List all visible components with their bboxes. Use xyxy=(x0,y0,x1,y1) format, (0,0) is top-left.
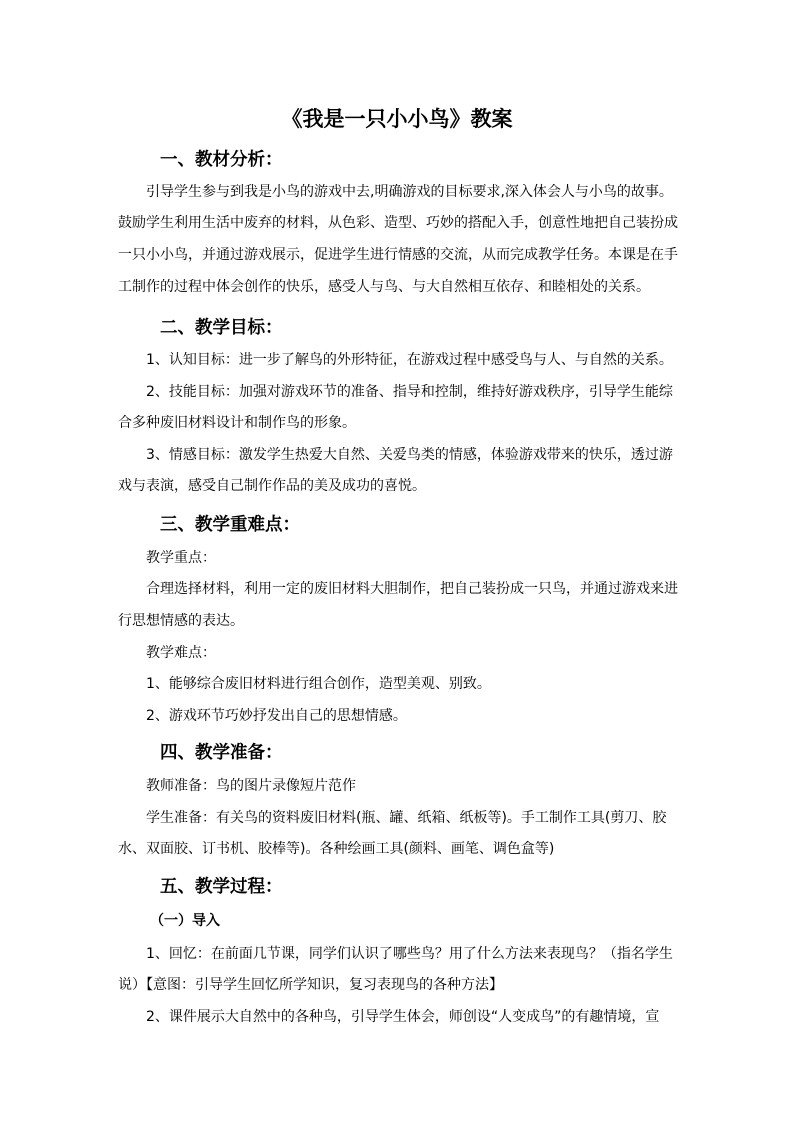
paragraph-line: 教学重点： xyxy=(146,550,216,566)
paragraph-line: 教师准备：鸟的图片录像短片范作 xyxy=(146,778,356,794)
paragraph-line: 合理选择材料，利用一定的废旧材料大胆制作，把自己装扮成一只鸟，并通过游戏来进 xyxy=(146,581,678,597)
paragraph-line: 行思想情感的表达。 xyxy=(118,613,244,629)
paragraph-line: 2、课件展示大自然中的各种鸟，引导学生体会，师创设“人变成鸟”的有趣情境，宣 xyxy=(146,1009,660,1025)
section-heading-process: 五、教学过程： xyxy=(160,877,283,897)
paragraph-line: 戏与表演，感受自己制作作品的美及成功的喜悦。 xyxy=(118,478,426,494)
section-heading-analysis: 一、教材分析： xyxy=(160,150,283,170)
paragraph-line: 1、回忆：在前面几节课，同学们认识了哪些鸟？用了什么方法来表现鸟？（指名学生 xyxy=(146,946,673,962)
subsection-heading-intro: （一）导入 xyxy=(150,913,220,929)
paragraph-line: 引导学生参与到我是小鸟的游戏中去,明确游戏的目标要求,深入体会人与小鸟的故事。 xyxy=(146,184,673,200)
paragraph-line: 工制作的过程中体会创作的快乐，感受人与鸟、与大自然相互依存、和睦相处的关系。 xyxy=(118,279,650,295)
paragraph-line: 合多种废旧材料设计和制作鸟的形象。 xyxy=(118,415,356,431)
paragraph-line: 教学难点： xyxy=(146,645,216,661)
section-heading-objectives: 二、教学目标： xyxy=(160,318,283,338)
paragraph-line: 3、情感目标：激发学生热爱大自然、关爱鸟类的情感，体验游戏带来的快乐，透过游 xyxy=(146,447,673,463)
paragraph-line: 学生准备：有关鸟的资料废旧材料(瓶、罐、纸箱、纸板等)。手工制作工具(剪刀、胶 xyxy=(146,810,667,826)
paragraph-line: 2、游戏环节巧妙抒发出自己的思想情感。 xyxy=(146,708,407,724)
paragraph-line: 鼓励学生利用生活中废弃的材料，从色彩、造型、巧妙的搭配入手，创意性地把自己装扮成 xyxy=(118,215,678,231)
paragraph-line: 1、能够综合废旧材料进行组合创作，造型美观、别致。 xyxy=(146,676,491,692)
paragraph-line: 说）【意图：引导学生回忆所学知识，复习表现鸟的各种方法】 xyxy=(118,977,503,993)
paragraph-line: 水、双面胶、订书机、胶棒等)。各种绘画工具(颜料、画笔、调色盒等) xyxy=(118,841,555,857)
paragraph-line: 一只小小鸟，并通过游戏展示，促进学生进行情感的交流，从而完成教学任务。本课是在手 xyxy=(118,247,678,263)
page-title: 《我是一只小小鸟》教案 xyxy=(281,106,513,131)
paragraph-line: 2、技能目标：加强对游戏环节的准备、指导和控制，维持好游戏秩序，引导学生能综 xyxy=(146,384,673,400)
section-heading-preparation: 四、教学准备： xyxy=(160,743,283,763)
paragraph-line: 1、认知目标：进一步了解鸟的外形特征，在游戏过程中感受鸟与人、与自然的关系。 xyxy=(146,352,673,368)
section-heading-key-points: 三、教学重难点： xyxy=(160,515,300,535)
